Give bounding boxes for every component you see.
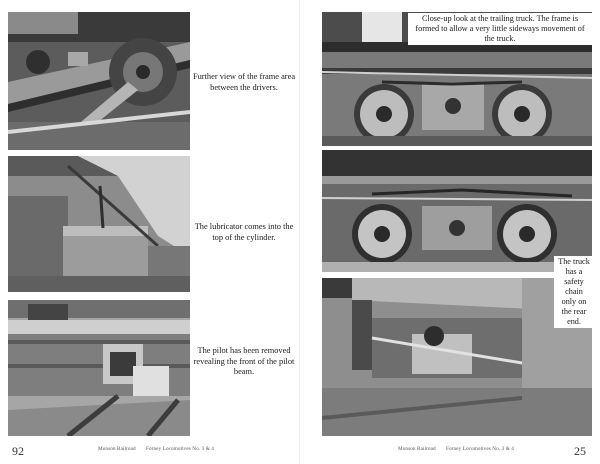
right-page (300, 0, 600, 464)
truck-side-photo-graphic (322, 150, 592, 272)
caption-trailing-truck: Close-up look at the trailing truck. The frame is formed to allow a very little sideways movement of the truck. (408, 13, 592, 45)
photo-truck-side (322, 150, 592, 272)
page-number-left: 92 (12, 444, 24, 458)
photo-lubricator (8, 156, 190, 292)
caption-lubricator: The lubricator comes into the top of the cylinder. (194, 222, 294, 242)
caption-safety-chain: The truck has a safety chain only on the rear end. (554, 256, 594, 328)
photo-truck-rear (322, 278, 592, 436)
frame-photo-graphic (8, 12, 190, 150)
truck-rear-photo-graphic (322, 278, 592, 436)
page-number-right: 25 (574, 444, 586, 458)
pilot-beam-photo-graphic (8, 300, 190, 436)
running-footer-right-railroad: Monson Railroad (398, 446, 436, 452)
caption-pilot-beam: The pilot has been removed revealing the front of the pilot beam. (193, 346, 295, 376)
photo-frame-between-drivers (8, 12, 190, 150)
photo-pilot-beam (8, 300, 190, 436)
caption-frame-drivers: Further view of the frame area between the drivers. (192, 72, 296, 92)
running-footer-right-title: Forney Locomotives No. 3 & 4 (446, 446, 514, 452)
running-footer-left-title: Forney Locomotives No. 3 & 4 (146, 446, 214, 452)
lubricator-photo-graphic (8, 156, 190, 292)
running-footer-left-railroad: Monson Railroad (98, 446, 136, 452)
